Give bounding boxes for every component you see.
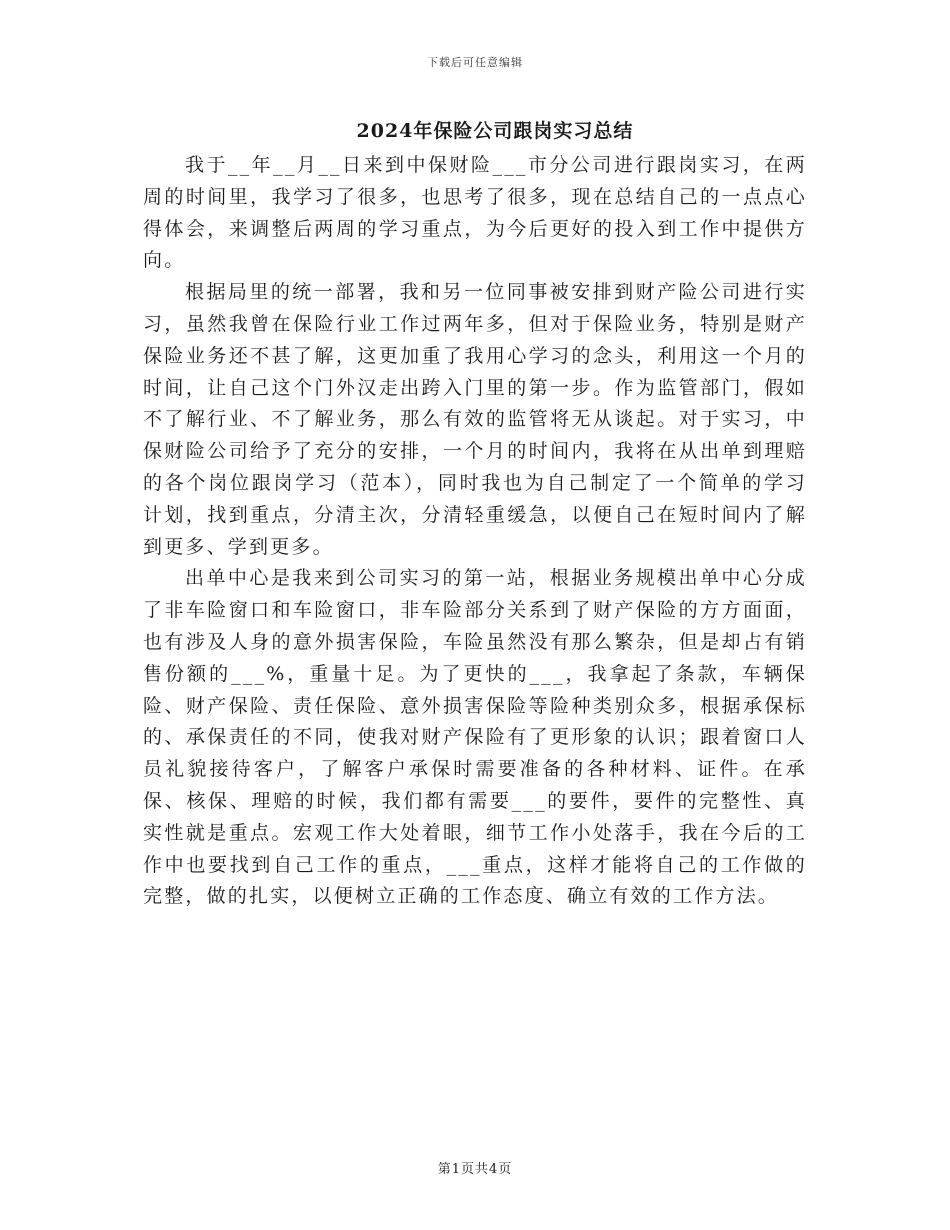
document-body <box>143 150 807 913</box>
paragraph: 我于__年__月__日来到中保财险___市分公司进行跟岗实习，在两周的时间里，我学习了很多，也思考了很多，现在总结自己的一点点心得体会，来调整后两周的学习重点，为今后更好的投入到工作中提供方向。 <box>143 154 807 272</box>
page-footer: 第1页共4页 <box>437 1162 513 1177</box>
paragraph: 根据局里的统一部署，我和另一位同事被安排到财产险公司进行实习，虽然我曾在保险行业工作过两年多，但对于保险业务，特别是财产保险业务还不甚了解，这更加重了我用心学习的念头，利用这一个月的时间，让自己这个门外汉走出跨入门里的第一步。作为监管部门，假如不了解行业、不了解业务，那么有效的监管将无从谈起。对于实习，中保财险公司给予了充分的安排，一个月的时间内，我将在从出单到理赔的各个岗位跟岗学习（范本），同时我也为自己制定了一个简单的学习计划，找到重点，分清主次，分清轻重缓急，以便自己在短时间内了解到更多、学到更多。 <box>143 281 807 558</box>
paragraph: 出单中心是我来到公司实习的第一站，根据业务规模出单中心分成了非车险窗口和车险窗口，非车险部分关系到了财产保险的方方面面，也有涉及人身的意外损害保险，车险虽然没有那么繁杂，但是却占有销售份额的___%，重量十足。为了更快的___，我拿起了条款，车辆保险、财产保险、责任保险、意外损害保险等险种类别众多，根据承保标的、承保责任的不同，使我对财产保险有了更形象的认识；跟着窗口人员礼貌接待客户，了解客户承保时需要准备的各种材料、证件。在承保、核保、理赔的时候，我们都有需要___的要件，要件的完整性、真实性就是重点。宏观工作大处着眼，细节工作小处落手，我在今后的工作中也要找到自己工作的重点，___重点，这样才能将自己的工作做的完整，做的扎实，以便树立正确的工作态度、确立有效的工作方法。 <box>143 567 807 908</box>
header-note: 下载后可任意编辑 <box>427 56 523 69</box>
document-title: 2024年保险公司跟岗实习总结 <box>356 120 634 142</box>
